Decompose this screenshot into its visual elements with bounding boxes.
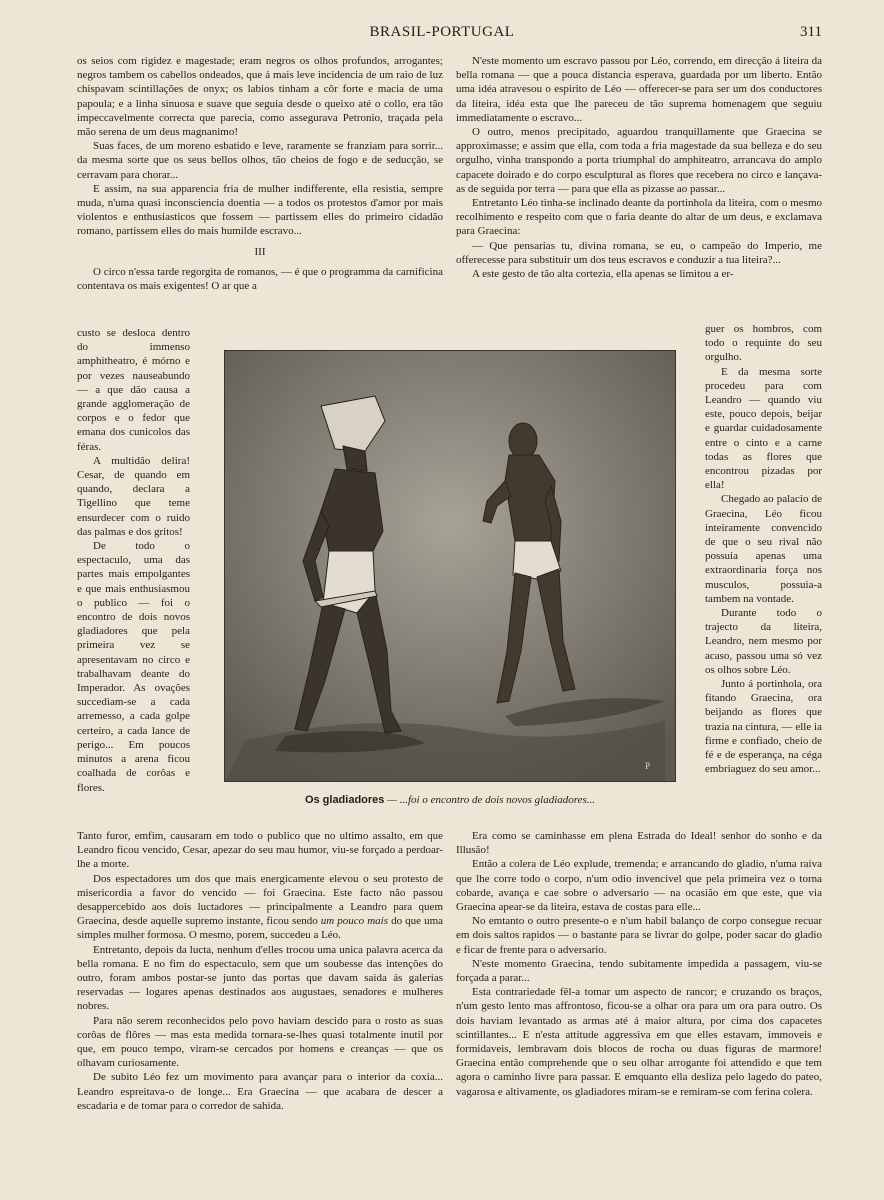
paragraph: Suas faces, de um moreno esbatido e leve, raramente se franziam para sorrir... da mesma sorte que os seus bellos olhos, tão cheios de fogo e de seducção, se cerravam para chorar... (77, 140, 443, 181)
paragraph: Para não serem reconhecidos pelo povo haviam descido para o rosto as suas corôas de flôres — mas esta medida tornara-se-lhes quasi totalmente inutil por que, em pouco tempo, viram-se cercados por homens e creanças — que os olhavam curiosamente. (77, 1014, 443, 1070)
paragraph: Entretanto Léo tinha-se inclinado deante da portinhola da liteira, com o mesmo recolhimento e respeito com que o faria deante do altar de um deus, e exclamava para Graecina: (456, 197, 822, 238)
paragraph: Era como se caminhasse em plena Estrada do Ideal! senhor do sonho e da Illusão! (456, 830, 822, 857)
section-marker: III (254, 245, 266, 258)
paragraph: De todo o espectaculo, uma das partes mais empolgantes e que mais enthusiasmou o publico — foi o encontro de dois novos gladiadores que pela primeira vez se apresentavam no circo e trabalhavam deante do Imperador. As ovações succediam-se a cada arremesso, a cada golpe certeiro, a cada lance de perigo... Em poucos minutos a arena ficou coalhada de corôas e flores. (77, 540, 190, 794)
gladiators-illustration (224, 350, 676, 782)
paragraph: os seios com rigidez e magestade; eram negros os olhos profundos, arrogantes; negros tambem os cabellos ondeados, que á mais leve incidencia de um raio de luz chispavam scintillações de onyx; os labios tinham a côr forte e macia de uma papoula; e a linha sinuosa e suave que seguia desde o queixo até o collo, era tão impeccavelmente correcta que parecia, como assegurava Petronio, traçada pela mão serena de um deus magnanimo! (77, 55, 443, 139)
right-column-top (456, 54, 822, 281)
paragraph: Junto á portinhola, ora fitando Graecina, ora beijando as flores que trazia na cintura, — elle ia firme e confiado, cheio de fé e de esperança, na céga embriaguez do seu amor... (705, 678, 822, 776)
caption-text: — ...foi o encontro de dois novos gladiadores... (387, 794, 596, 806)
paragraph: custo se desloca dentro do immenso amphitheatro, é mórno e por vezes nauseabundo — a que dão causa a grande agglomeração de corpos e o fedor que emana dos cunicolos das féras. (77, 327, 190, 453)
paragraph: O outro, menos precipitado, aguardou tranquillamente que Graecina se approximasse; e assim que ella, com toda a fria magestade da sua belleza e do seu orgulho, vinha transpondo a porta triumphal do amphiteatro, arrancava do amplo capacete doirado e do corpo esculptural as flores que recebera no circo e lançava-as de seguida por terra — para que ella as pizasse ao passar... (456, 126, 822, 195)
paragraph: Tanto furor, emfim, causaram em todo o publico que no ultimo assalto, em que Leandro ficou vencido, Cesar, apezar do seu mau humor, viu-se forçado a perdoar-lhe a morte. (77, 830, 443, 871)
paragraph: No emtanto o outro presente-o e n'um habil balanço de corpo consegue recuar em dois saltos rapidos — o bastante para se livrar do golpe, poder sacar do gladio e ficar de frente para o adversario. (456, 915, 822, 956)
paragraph: N'este momento um escravo passou por Léo, correndo, em direcção á liteira da bella romana — que a pouca distancia esperava, guardada por um liberto. Então uma idéa atravesou o espirito de Léo — offerecer-se para ser um dos conductores da liteira, idéa esta que lhe pareceu de tão suprema homenagem que seguiu immediatamente o escravo... (456, 55, 822, 124)
emphasis-text: um pouco mais (320, 915, 389, 928)
paragraph: guer os hombros, com todo o requinte do seu orgulho. (705, 323, 822, 364)
paragraph: Entretanto, depois da lucta, nenhum d'elles trocou uma unica palavra acerca da bella romana. E no fim do espectaculo, sem que um soubesse das intenções do outro, foram ambos postar-se junto das portas que davam saida ás galerias reservadas — logares apenas destinados aos augustaes, senadores e mulheres nobres. (77, 943, 443, 1013)
page-number: 311 (800, 24, 822, 40)
paragraph: — Que pensarias tu, divina romana, se eu, o campeão do Imperio, me offerecesse para substituir um dos teus escravos e conduzir a tua liteira?... (456, 239, 822, 266)
paragraph: A multidão delira! Cesar, de quando em quando, declara a Tigellino que teme ensurdecer com o ruido das palmas e dos gritos! (77, 454, 190, 538)
illustration-caption (224, 794, 676, 806)
paragraph: E da mesma sorte procedeu para com Leandro — quando viu este, pouco depois, beijar e guardar cuidadosamente entre o cinto e a carne todas as flores que encontrou pizadas por ella! (705, 365, 822, 492)
left-column-top (77, 54, 443, 293)
page-header-title: BRASIL-PORTUGAL (369, 24, 515, 40)
paragraph: De subito Léo fez um movimento para avançar para o interior da coxia... Leandro espreitava-o de longe... Era Graecina — que acabara de descer a escadaria e de tomar para o corredor de sahida. (77, 1071, 443, 1112)
paragraph: Durante todo o trajecto da liteira, Leandro, nem mesmo por acaso, passou uma só vez os olhos sobre Léo. (705, 607, 822, 676)
left-column-bottom (77, 829, 443, 1113)
paragraph: O circo n'essa tarde regorgita de romanos, — é que o programma da carnificina contentava os mais exigentes! O ar que a (77, 265, 443, 293)
paragraph-text: Dos espectadores um dos que mais energicamente elevou o seu protesto de misericordia a favor do vencido — foi Graecina. Este facto não passou desappercebido aos dois luctadores — principalmente a Leandro para quem Graecina, desde aquelle supremo instante, ficou sendo (77, 872, 443, 928)
left-column-narrow (77, 326, 190, 795)
paragraph: A este gesto de tão alta cortezia, ella apenas se limitou a er- (472, 268, 734, 281)
right-column-narrow (705, 322, 822, 777)
paragraph: N'este momento Graecina, tendo subitamente impedida a passagem, viu-se forçada a parar... (456, 957, 822, 985)
paragraph: Então a colera de Léo explude, tremenda; e arrancando do gladio, n'uma raiva que lhe corre todo o corpo, n'um odio invencivel que pela primeira vez o torna cobarde, avança e cae sobre o adversario — na ocasião em que este, que via Graecina apear-se da liteira, estava de costas para elle... (456, 858, 822, 914)
paragraph (77, 872, 443, 943)
right-column-bottom (456, 829, 822, 1099)
artist-monogram: P (645, 761, 651, 771)
paragraph: E assim, na sua apparencia fria de mulher indifferente, ella resistia, sempre muda, n'uma quasi inconsciencia doentia — a todos os protestos d'amor por mais violentos e enthusiasticos que fossem — partissem elles do primeiro cidadão romano, partissem elles do mais humilde escravo... (77, 182, 443, 238)
paragraph: Chegado ao palacio de Graecina, Léo ficou inteiramente convencido de que o seu rival não possuia apenas uma extraordinaria força nos musculos, possuia-a tambem na vontade. (705, 493, 822, 605)
paragraph-text: do que uma simples mulher formosa. O mesmo, porem, succedeu a Léo. (77, 915, 444, 942)
paragraph: Esta contrariedade fêl-a tomar um aspecto de rancor; e cruzando os braços, n'um gesto lento mas affrontoso, ficou-se a olhar ora para um ora para outro. Os dois haviam levantado as armas até á maior altura, por cima dos capacetes scintillantes... E n'esta attitude aggressiva em que elles estavam, immoveis e formidaveis, lembravam dois blocos de rocha ou duas figuras de marmore! Graecina então comprehende que o seu olhar arrogante foi attendido e que tem agora o caminho livre para passar. E emquanto ella desliza pelo lagedo do pateo, vagarosa e altivamente, os gladiadores miram-se e remiram-se com ferina colera. (456, 986, 822, 1098)
caption-label: Os gladiadores (304, 794, 385, 806)
